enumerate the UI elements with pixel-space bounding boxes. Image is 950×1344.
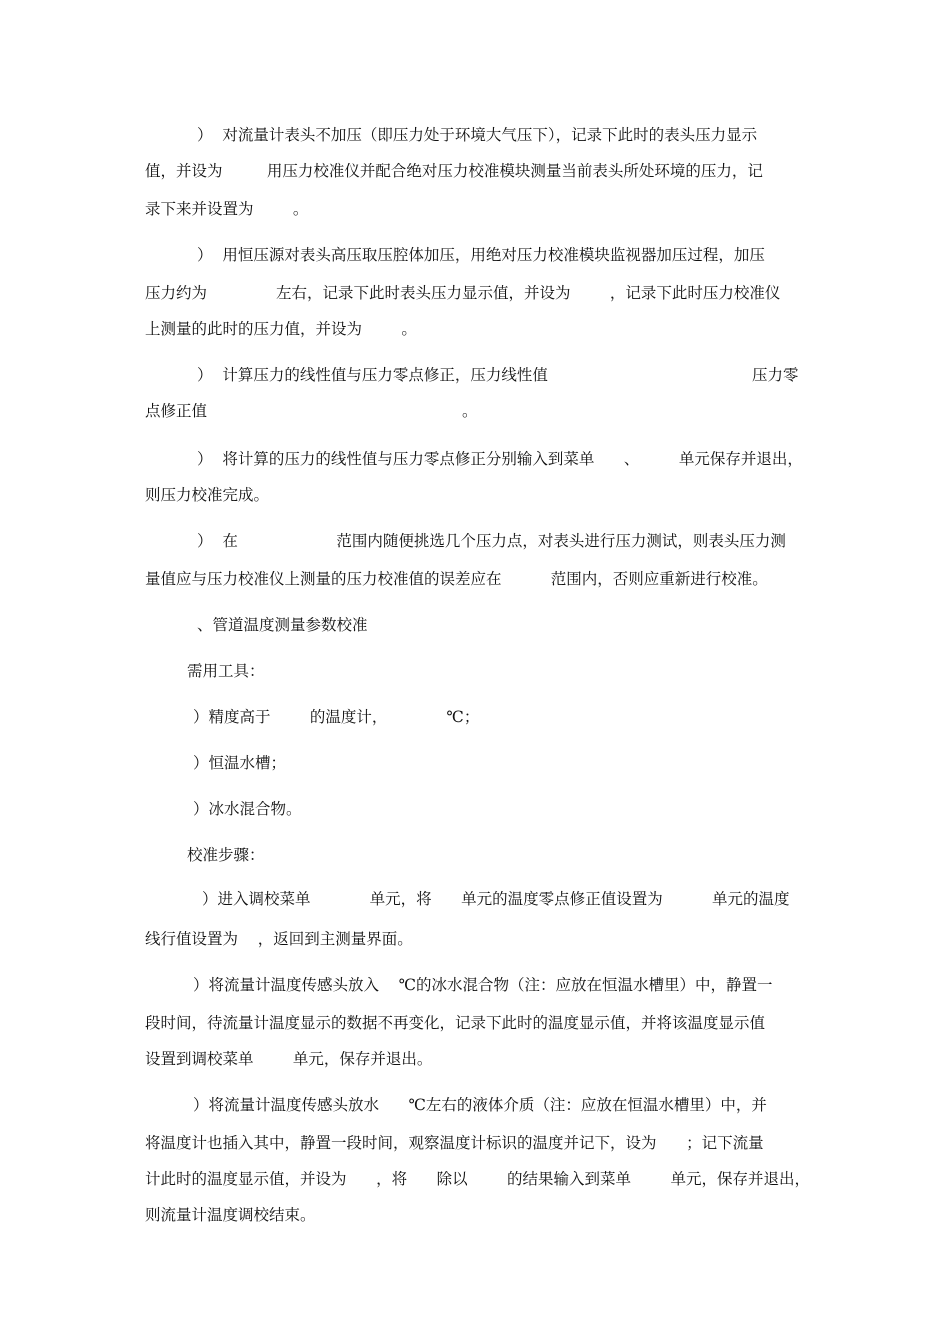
text-line: 则流量计温度调校结束。 [145, 1206, 316, 1224]
text-line: 需用工具： [187, 662, 265, 680]
text-line: 量值应与压力校准仪上测量的压力校准值的误差应在 范围内，否则应重新进行校准。 [145, 570, 768, 588]
text-line: 点修正值 [145, 402, 208, 420]
text-line: 计此时的温度显示值，并设为 ，将 除以 的结果输入到菜单 单元，保存并退出， [145, 1170, 810, 1188]
text-line: ） 用恒压源对表头高压取压腔体加压，用绝对压力校准模块监视器加压过程，加压 [197, 246, 765, 264]
text-line: 上测量的此时的压力值，并设为 。 [145, 320, 417, 338]
section-heading: 、管道温度测量参数校准 [197, 616, 368, 634]
text-line: 线行值设置为 ，返回到主测量界面。 [145, 930, 413, 948]
text-line: 值，并设为 用压力校准仪并配合绝对压力校准模块测量当前表头所处环境的压力，记 [145, 162, 763, 180]
list-item: ）冰水混合物。 [193, 800, 302, 818]
list-item: ）精度高于 的温度计， ℃； [193, 708, 480, 726]
text-line: 段时间，待流量计温度显示的数据不再变化，记录下此时的温度显示值，并将该温度显示值 [145, 1014, 766, 1032]
text-line: ）将流量计温度传感头放入 ℃的冰水混合物（注：应放在恒温水槽里）中，静置一 [193, 976, 773, 994]
list-item: ）恒温水槽； [193, 754, 287, 772]
text-line: 设置到调校菜单 单元，保存并退出。 [145, 1050, 433, 1068]
text-line: ） 对流量计表头不加压（即压力处于环境大气压下），记录下此时的表头压力显示 [197, 126, 758, 144]
text-line: 校准步骤： [187, 846, 265, 864]
text-line: 将温度计也插入其中，静置一段时间，观察温度计标识的温度并记下，设为 ；记下流量 [145, 1134, 764, 1152]
text-line: 压力零 [752, 366, 799, 384]
text-line: ）进入调校菜单 单元，将 单元的温度零点修正值设置为 单元的温度 [202, 890, 790, 908]
text-line: 录下来并设置为 。 [145, 200, 309, 218]
text-line: 则压力校准完成。 [145, 486, 270, 504]
text-line: ） 计算压力的线性值与压力零点修正，压力线性值 [197, 366, 548, 384]
text-line: 。 [462, 402, 478, 420]
text-line: ）将流量计温度传感头放水 ℃左右的液体介质（注：应放在恒温水槽里）中，并 [193, 1096, 767, 1114]
text-line: ） 将计算的压力的线性值与压力零点修正分别输入到菜单 、 单元保存并退出， [197, 450, 803, 468]
text-line: 压力约为 左右，记录下此时表头压力显示值，并设为 ，记录下此时压力校准仪 [145, 284, 781, 302]
text-line: ） 在 范围内随便挑选几个压力点，对表头进行压力测试，则表头压力测 [197, 532, 786, 550]
